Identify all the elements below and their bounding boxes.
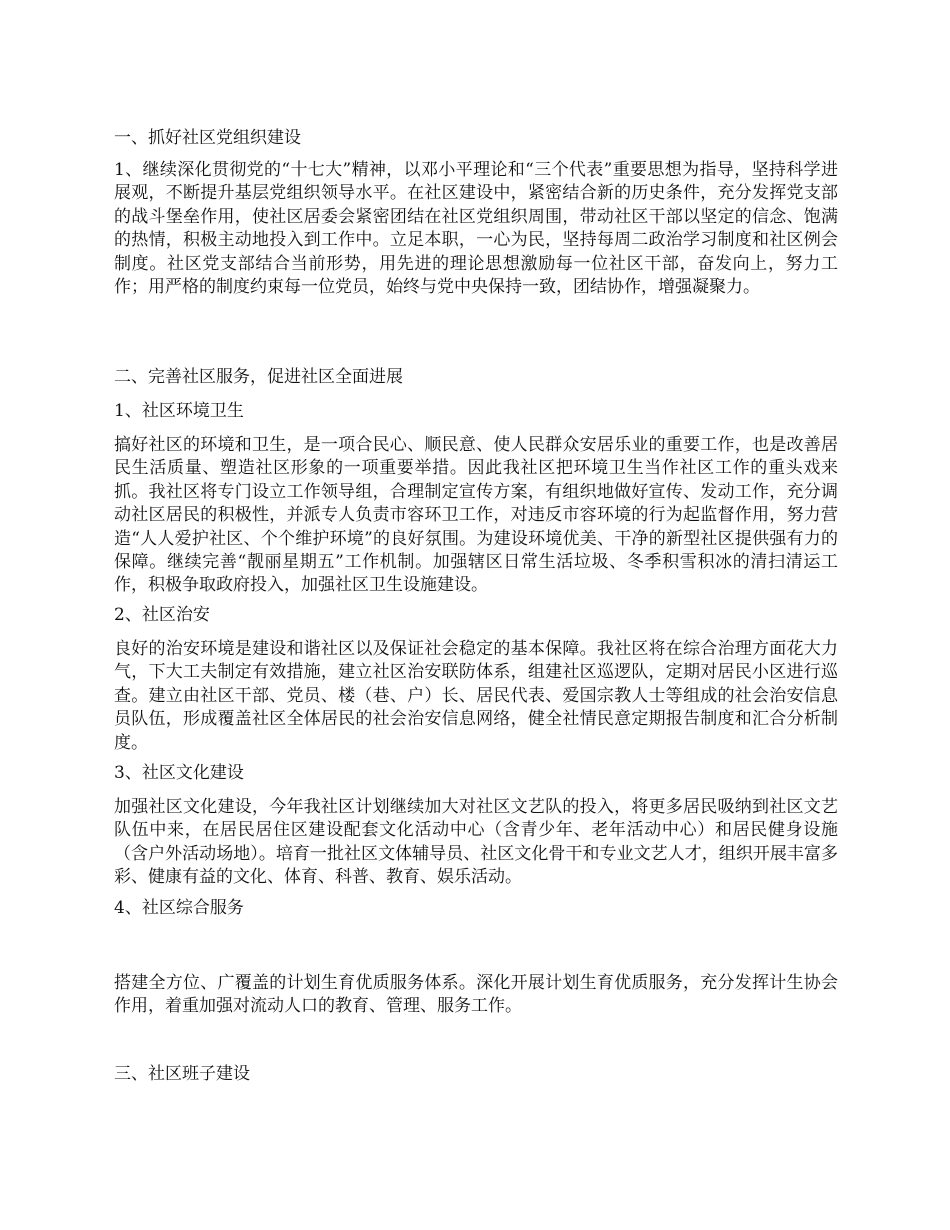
paragraph-culture: 加强社区文化建设，今年我社区计划继续加大对社区文艺队的投入，将更多居民吸纳到社区文艺队伍中来，在居民居住区建设配套文化活动中心（含青少年、老年活动中心）和居民健身设施（含户外活动场地）。培育一批社区文体辅导员、社区文化骨干和专业文艺人才，组织开展丰富多彩、健康有益的文化、体育、科普、教育、娱乐活动。 xyxy=(114,797,838,888)
paragraph-comprehensive-service: 搭建全方位、广覆盖的计划生育优质服务体系。深化开展计划生育优质服务，充分发挥计生协会作用，着重加强对流动人口的教育、管理、服务工作。 xyxy=(114,973,838,1017)
subheading-comprehensive-service: 4、社区综合服务 xyxy=(114,898,244,918)
paragraph-environment: 搞好社区的环境和卫生，是一项合民心、顺民意、使人民群众安居乐业的重要工作，也是改善居民生活质量、塑造社区形象的一项重要举措。因此我社区把环境卫生当作社区工作的重头戏来抓。我社区将专门设立工作领导组，合理制定宣传方案，有组织地做好宣传、发动工作，充分调动社区居民的积极性，并派专人负责市容环卫工作，对违反市容环境的行为起监督作用，努力营造“人人爱护社区、个个维护环境”的良好氛围。为建设环境优美、干净的新型社区提供强有力的保障。继续完善“靓丽星期五”工作机制。加强辖区日常生活垃圾、冬季积雪积冰的清扫清运工作，积极争取政府投入，加强社区卫生设施建设。 xyxy=(114,435,838,596)
subheading-public-security: 2、社区治安 xyxy=(114,605,210,625)
paragraph-party-organization: 1、继续深化贯彻党的“十七大”精神，以邓小平理论和“三个代表”重要思想为指导，坚持科学进展观，不断提升基层党组织领导水平。在社区建设中，紧密结合新的历史条件，充分发挥党支部的战斗堡垒作用，使社区居委会紧密团结在社区党组织周围，带动社区干部以坚定的信念、饱满的热情，积极主动地投入到工作中。立足本职，一心为民，坚持每周二政治学习制度和社区例会制度。社区党支部结合当前形势，用先进的理论思想激励每一位社区干部，奋发向上，努力工作；用严格的制度约束每一位党员，始终与党中央保持一致，团结协作，增强凝聚力。 xyxy=(114,160,838,298)
section-heading-leadership-team: 三、社区班子建设 xyxy=(114,1064,250,1084)
paragraph-public-security: 良好的治安环境是建设和谐社区以及保证社会稳定的基本保障。我社区将在综合治理方面花大力气，下大工夫制定有效措施，建立社区治安联防体系，组建社区巡逻队，定期对居民小区进行巡查。建立由社区干部、党员、楼（巷、户）长、居民代表、爱国宗教人士等组成的社会治安信息员队伍，形成覆盖社区全体居民的社会治安信息网络，健全社情民意定期报告制度和汇合分析制度。 xyxy=(114,639,838,753)
section-heading-community-service: 二、完善社区服务，促进社区全面进展 xyxy=(114,367,403,387)
section-heading-party-organization: 一、抓好社区党组织建设 xyxy=(114,128,301,148)
subheading-culture: 3、社区文化建设 xyxy=(114,763,244,783)
subheading-environment: 1、社区环境卫生 xyxy=(114,401,244,421)
